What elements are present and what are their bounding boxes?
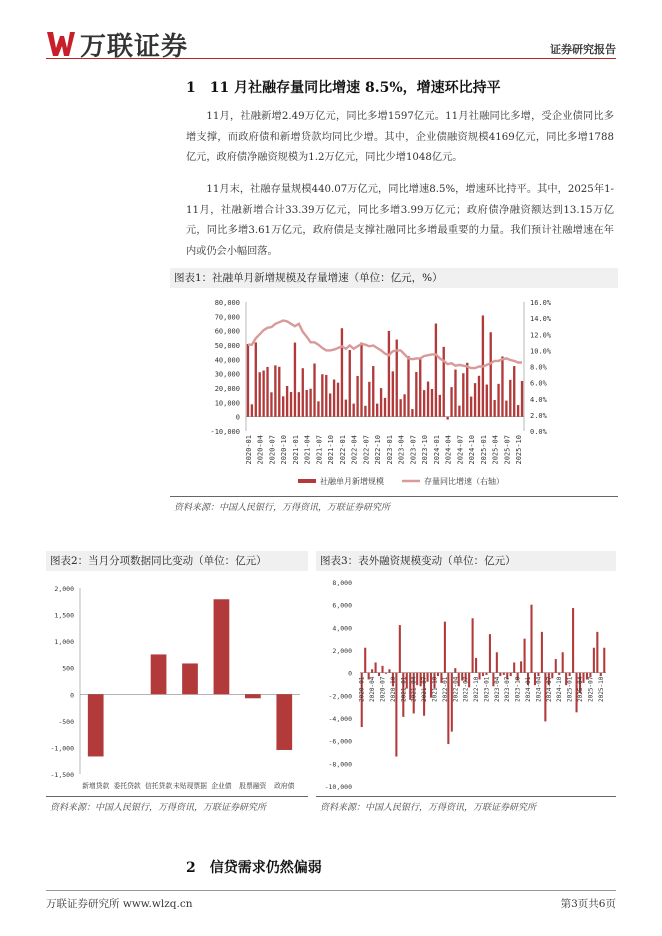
fig3-chart — [316, 572, 616, 794]
bar-item-yoy-change — [214, 599, 230, 694]
bar-off-balance-change — [489, 634, 491, 673]
legend-bar-label: 社融单月新增规模 — [320, 477, 384, 486]
fig2-rule — [46, 796, 308, 797]
bar-new-social-financing — [333, 380, 335, 417]
x-tick-label: 2024-04 — [535, 676, 543, 702]
bar-new-social-financing — [286, 386, 288, 417]
x-tick-label: 2020-07 — [268, 435, 277, 465]
bar-off-balance-change — [385, 673, 387, 674]
x-tick-label: 2025-01 — [566, 676, 574, 702]
bar-new-social-financing — [294, 343, 296, 417]
bar-new-social-financing — [317, 401, 319, 416]
x-category-label: 未贴现票据 — [173, 782, 207, 790]
bar-off-balance-change — [524, 639, 526, 673]
logo-text: 万联证券 — [80, 31, 189, 62]
x-tick-label: 2021-10 — [327, 435, 336, 465]
y-left-tick-label: 30,000 — [214, 370, 240, 379]
y-left-tick-label: 70,000 — [214, 313, 240, 322]
bar-off-balance-change — [600, 673, 602, 676]
y-left-tick-label: 50,000 — [214, 342, 240, 350]
y-tick-label: 8,000 — [332, 579, 352, 587]
bar-new-social-financing — [470, 397, 472, 417]
fig2-title: 图表2：当月分项数据同比变动（单位：亿元） — [46, 551, 308, 571]
bar-new-social-financing — [497, 384, 499, 417]
bar-new-social-financing — [266, 367, 268, 417]
bar-new-social-financing — [513, 366, 515, 417]
y-tick-label: 4,000 — [332, 624, 352, 633]
bar-new-social-financing — [509, 380, 511, 417]
x-tick-label: 2021-01 — [400, 676, 408, 702]
bar-new-social-financing — [298, 392, 300, 417]
bar-new-social-financing — [290, 392, 292, 417]
x-tick-label: 2023-07 — [504, 676, 512, 702]
bar-new-social-financing — [493, 400, 495, 417]
bar-new-social-financing — [517, 405, 519, 417]
bar-new-social-financing — [399, 399, 401, 416]
y-right-tick-label: 16.0% — [530, 299, 552, 307]
section2-number: 2 — [186, 860, 196, 876]
x-tick-label: 2025-04 — [577, 676, 585, 702]
brand-logo — [46, 28, 188, 60]
y-right-tick-label: 8.0% — [530, 363, 547, 372]
footer-page-number: 第3页共6页 — [560, 898, 616, 910]
section1-paragraph-1: 11月，社融新增2.49万亿元，同比多增1597亿元。11月社融同比多增，受企业债同比多增支撑，而政府债和新增贷款均同比少增。其中，企业债融资规模4169亿元，同比多增1788亿元，政府债净融资规模为1.2万亿元，同比少增1048亿元。 — [186, 111, 614, 163]
x-tick-label: 2020-01 — [244, 435, 253, 465]
x-category-label: 委托贷款 — [113, 782, 141, 790]
y-right-tick-label: 12.0% — [530, 331, 552, 340]
bar-new-social-financing — [411, 409, 413, 417]
bar-new-social-financing — [478, 376, 480, 417]
bar-new-social-financing — [462, 373, 464, 416]
x-tick-label: 2023-10 — [514, 676, 522, 702]
section1-number: 1 — [186, 80, 196, 96]
x-tick-label: 2021-07 — [315, 435, 324, 465]
x-tick-label: 2025-07 — [587, 676, 595, 702]
bar-new-social-financing — [329, 393, 331, 416]
bar-item-yoy-change — [276, 694, 292, 750]
x-tick-label: 2023-04 — [397, 435, 406, 465]
bar-off-balance-change — [558, 673, 560, 675]
x-tick-label: 2022-04 — [350, 435, 359, 465]
bar-new-social-financing — [278, 367, 280, 417]
fig1-chart — [170, 290, 618, 494]
bar-new-social-financing — [376, 404, 378, 417]
x-tick-label: 2022-01 — [441, 676, 449, 702]
bar-off-balance-change — [569, 673, 571, 676]
bar-new-social-financing — [274, 365, 276, 416]
bar-new-social-financing — [259, 372, 261, 416]
x-tick-label: 2021-04 — [303, 435, 312, 465]
fig1-source: 资料来源：中国人民银行，万得资讯，万联证券研究所 — [174, 503, 391, 513]
bar-new-social-financing — [360, 343, 362, 417]
bar-new-social-financing — [353, 404, 355, 417]
bar-new-social-financing — [384, 398, 386, 417]
x-tick-label: 2020-10 — [389, 676, 397, 702]
bar-off-balance-change — [482, 673, 484, 676]
y-left-tick-label: 20,000 — [214, 385, 240, 393]
x-tick-label: 2022-07 — [362, 435, 371, 465]
x-tick-label: 2023-10 — [421, 435, 430, 465]
bar-off-balance-change — [503, 673, 505, 675]
bar-off-balance-change — [589, 673, 591, 678]
y-left-tick-label: 0 — [235, 413, 240, 422]
x-tick-label: 2024-10 — [468, 435, 477, 465]
bar-new-social-financing — [407, 356, 409, 416]
bar-new-social-financing — [423, 390, 425, 417]
y-tick-label: 1,500 — [54, 611, 74, 620]
bar-new-social-financing — [501, 356, 503, 416]
y-right-tick-label: 14.0% — [530, 315, 552, 324]
x-category-label: 信托贷款 — [144, 782, 173, 790]
bar-off-balance-change — [378, 673, 380, 676]
bar-new-social-financing — [392, 371, 394, 416]
x-tick-label: 2025-01 — [479, 435, 488, 465]
x-tick-label: 2023-01 — [483, 676, 491, 702]
y-right-tick-label: 10.0% — [530, 347, 552, 356]
bar-off-balance-change — [530, 605, 532, 673]
bar-new-social-financing — [255, 342, 257, 416]
x-tick-label: 2024-07 — [545, 676, 553, 702]
bar-new-social-financing — [521, 381, 523, 417]
x-tick-label: 2022-07 — [462, 676, 470, 702]
y-tick-label: 0 — [70, 691, 74, 700]
y-left-tick-label: -10,000 — [210, 428, 240, 436]
bar-off-balance-change — [371, 669, 373, 672]
bar-new-social-financing — [282, 396, 284, 416]
y-tick-label: -10,000 — [324, 783, 352, 791]
section1-paragraph-2: 11月末，社融存量规模440.07万亿元，同比增速8.5%，增速环比持平。其中，2025年1-11月，社融新增合计33.39万亿元，同比多增3.99万亿元；政府债净融资额达到13.15万亿元，同比多增3.61万亿元，政府债是支撑社融同比多增最重要的力量。我们预计社融增速在年内或仍会小幅回落。 — [186, 184, 614, 257]
fig1-rule — [170, 496, 618, 497]
fig3-source: 资料来源：中国人民银行，万得资讯，万联证券研究所 — [320, 803, 537, 813]
bar-new-social-financing — [349, 350, 351, 417]
bar-off-balance-change — [510, 673, 512, 676]
x-tick-label: 2022-01 — [338, 435, 347, 465]
x-tick-label: 2021-04 — [410, 676, 418, 702]
x-tick-label: 2020-07 — [379, 676, 387, 702]
bar-item-yoy-change — [151, 654, 167, 694]
section2-heading — [186, 857, 322, 877]
x-category-label: 股票融资 — [239, 782, 267, 790]
y-tick-label: -6,000 — [328, 737, 352, 746]
bar-off-balance-change — [381, 666, 383, 673]
bar-off-balance-change — [555, 659, 557, 673]
y-tick-label: -1,500 — [50, 771, 74, 779]
bar-new-social-financing — [368, 382, 370, 417]
bar-new-social-financing — [309, 389, 311, 417]
x-category-label: 政府债 — [274, 782, 295, 790]
bar-off-balance-change — [388, 669, 390, 672]
x-category-label: 企业债 — [211, 782, 232, 790]
bar-off-balance-change — [520, 661, 522, 672]
y-tick-label: -4,000 — [328, 715, 352, 723]
y-right-tick-label: 0.0% — [530, 428, 547, 436]
bar-off-balance-change — [537, 673, 539, 676]
bar-new-social-financing — [388, 331, 390, 417]
x-tick-label: 2023-07 — [409, 435, 418, 465]
bar-new-social-financing — [247, 344, 249, 417]
bar-new-social-financing — [262, 371, 264, 417]
x-tick-label: 2020-04 — [369, 676, 377, 702]
bar-off-balance-change — [444, 622, 446, 673]
y-tick-label: -2,000 — [328, 692, 352, 701]
legend-line-label: 存量同比增速（右轴） — [424, 477, 504, 486]
bar-new-social-financing — [325, 375, 327, 417]
bar-off-balance-change — [399, 625, 401, 673]
bar-new-social-financing — [270, 392, 272, 416]
y-tick-label: -500 — [58, 717, 74, 726]
x-tick-label: 2020-04 — [256, 435, 265, 465]
bar-off-balance-change — [475, 658, 477, 673]
x-tick-label: 2024-01 — [525, 676, 533, 702]
bar-off-balance-change — [541, 632, 543, 673]
y-left-tick-label: 10,000 — [214, 399, 240, 408]
bar-new-social-financing — [313, 363, 315, 416]
y-left-tick-label: 80,000 — [214, 299, 240, 307]
x-tick-label: 2025-07 — [503, 435, 512, 465]
x-tick-label: 2025-04 — [491, 435, 500, 465]
logo-w-icon — [46, 30, 76, 58]
bar-new-social-financing — [380, 388, 382, 417]
bar-off-balance-change — [375, 662, 377, 672]
bar-off-balance-change — [496, 652, 498, 672]
bar-new-social-financing — [486, 385, 488, 417]
y-tick-label: -1,000 — [50, 744, 74, 753]
bar-off-balance-change — [499, 673, 501, 676]
footer-left: 万联证券研究所 www.wlzq.cn — [46, 898, 193, 910]
bar-off-balance-change — [513, 662, 515, 672]
bar-new-social-financing — [345, 400, 347, 417]
bar-new-social-financing — [251, 404, 253, 416]
x-tick-label: 2025-10 — [597, 676, 605, 702]
bar-new-social-financing — [443, 347, 445, 417]
x-tick-label: 2022-10 — [473, 676, 481, 702]
x-tick-label: 2020-10 — [280, 435, 289, 465]
bar-new-social-financing — [446, 417, 448, 420]
bar-off-balance-change — [596, 632, 598, 673]
legend-bar-swatch — [298, 479, 316, 483]
x-tick-label: 2021-10 — [431, 676, 439, 702]
y-right-tick-label: 6.0% — [530, 379, 547, 388]
x-tick-label: 2024-10 — [556, 676, 564, 702]
x-tick-label: 2022-04 — [452, 676, 460, 702]
bar-new-social-financing — [364, 406, 366, 417]
bar-off-balance-change — [437, 673, 439, 676]
bar-off-balance-change — [472, 618, 474, 672]
x-tick-label: 2021-07 — [421, 676, 429, 702]
y-tick-label: 2,000 — [54, 585, 74, 593]
bar-off-balance-change — [572, 608, 574, 673]
bar-off-balance-change — [485, 673, 487, 675]
y-tick-label: 2,000 — [332, 647, 352, 655]
bar-new-social-financing — [490, 332, 492, 416]
bar-new-social-financing — [306, 390, 308, 417]
x-tick-label: 2025-10 — [515, 435, 524, 465]
fig3-rule — [316, 796, 616, 797]
y-right-tick-label: 2.0% — [530, 411, 547, 420]
bar-new-social-financing — [431, 389, 433, 417]
bar-new-social-financing — [454, 370, 456, 417]
x-tick-label: 2022-10 — [374, 435, 383, 465]
x-tick-label: 2020-01 — [358, 676, 366, 702]
bar-new-social-financing — [372, 366, 374, 417]
bar-item-yoy-change — [88, 694, 104, 756]
bar-new-social-financing — [505, 401, 507, 417]
footer-rule — [46, 890, 616, 891]
y-tick-label: -8,000 — [328, 760, 352, 769]
x-tick-label: 2024-07 — [456, 435, 465, 465]
x-category-label: 新增贷款 — [82, 782, 110, 790]
x-tick-label: 2021-01 — [291, 435, 300, 465]
bar-new-social-financing — [321, 374, 323, 416]
bar-new-social-financing — [427, 382, 429, 417]
y-right-tick-label: 4.0% — [530, 395, 547, 404]
bar-item-yoy-change — [245, 694, 261, 698]
section1-heading — [186, 77, 501, 97]
bar-new-social-financing — [439, 395, 441, 417]
y-tick-label: 1,000 — [54, 638, 74, 647]
x-tick-label: 2024-01 — [432, 435, 441, 465]
fig3-title: 图表3：表外融资规模变动（单位：亿元） — [316, 551, 616, 571]
line-stock-growth — [248, 321, 522, 369]
bar-new-social-financing — [337, 383, 339, 417]
header-rule — [46, 58, 616, 59]
fig2-source: 资料来源：中国人民银行，万得资讯，万联证券研究所 — [50, 803, 267, 813]
section2-title: 信贷需求仍然偏弱 — [209, 860, 322, 876]
bar-new-social-financing — [419, 357, 421, 416]
bar-new-social-financing — [302, 368, 304, 416]
section1-title: 11 月社融存量同比增速 8.5%，增速环比持平 — [209, 80, 501, 96]
y-tick-label: 500 — [62, 664, 74, 673]
bar-off-balance-change — [593, 648, 595, 673]
bar-new-social-financing — [341, 328, 343, 416]
bar-new-social-financing — [415, 372, 417, 417]
bar-off-balance-change — [364, 648, 366, 673]
fig1-title: 图表1：社融单月新增规模及存量增速（单位：亿元，%） — [170, 268, 618, 288]
bar-item-yoy-change — [182, 663, 198, 694]
bar-new-social-financing — [466, 363, 468, 417]
y-left-tick-label: 40,000 — [214, 356, 240, 365]
x-tick-label: 2023-01 — [385, 435, 394, 465]
bar-new-social-financing — [450, 387, 452, 417]
bar-new-social-financing — [435, 324, 437, 417]
bar-off-balance-change — [603, 648, 605, 673]
bar-off-balance-change — [562, 652, 564, 672]
y-tick-label: 6,000 — [332, 601, 352, 610]
bar-new-social-financing — [458, 406, 460, 417]
bar-off-balance-change — [454, 668, 456, 673]
y-left-tick-label: 60,000 — [214, 327, 240, 336]
x-tick-label: 2024-04 — [444, 435, 453, 465]
bar-new-social-financing — [403, 394, 405, 416]
x-tick-label: 2023-04 — [493, 676, 501, 702]
y-tick-label: 0 — [348, 669, 352, 678]
doc-type-label: 证券研究报告 — [550, 43, 616, 56]
bar-new-social-financing — [474, 383, 476, 417]
fig2-chart — [46, 574, 308, 794]
bar-new-social-financing — [356, 376, 358, 417]
